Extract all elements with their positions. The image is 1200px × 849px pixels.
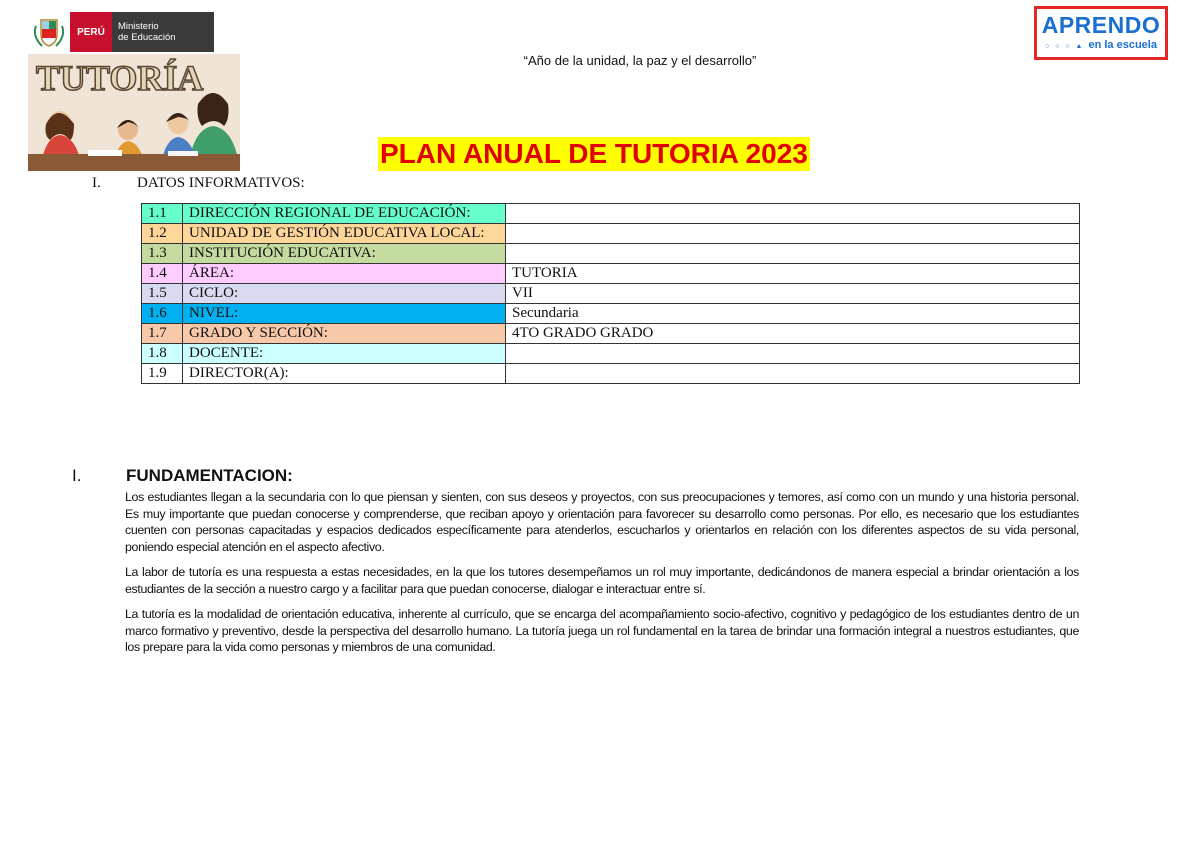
row-value (506, 224, 1080, 244)
row-value (506, 364, 1080, 384)
fundamentacion-paragraph: La labor de tutoría es una respuesta a estas necesidades, en la que los tutores desempeñamos un rol muy importante, dedicándonos de manera especial a brindar orientación a los estudiantes de la sección a nuestro cargo y a facilitar para que puedan conocerse, dialogar e interactuar entre sí. (125, 565, 1079, 596)
row-value: Secundaria (506, 304, 1080, 324)
plan-title: PLAN ANUAL DE TUTORIA 2023 (380, 138, 808, 169)
row-value: TUTORIA (506, 264, 1080, 284)
row-label: DOCENTE: (183, 344, 506, 364)
fundamentacion-title: FUNDAMENTACION: (126, 466, 293, 485)
row-label: GRADO Y SECCIÓN: (183, 324, 506, 344)
minedu-logo (28, 12, 214, 52)
row-number: 1.5 (142, 284, 183, 304)
row-label: UNIDAD DE GESTIÓN EDUCATIVA LOCAL: (183, 224, 506, 244)
row-value (506, 244, 1080, 264)
minedu-name-line2: de Educación (118, 32, 176, 43)
fundamentacion-body (125, 489, 1079, 665)
row-value: 4TO GRADO GRADO (506, 324, 1080, 344)
table-row (142, 224, 1080, 244)
minedu-name (112, 12, 214, 52)
info-table (141, 203, 1080, 384)
row-label: DIRECCIÓN REGIONAL DE EDUCACIÓN: (183, 204, 506, 224)
row-value: VII (506, 284, 1080, 304)
datos-title: DATOS INFORMATIVOS: (137, 175, 305, 191)
peru-label: PERÚ (70, 12, 112, 52)
table-row (142, 284, 1080, 304)
row-number: 1.1 (142, 204, 183, 224)
aprendo-subtitle: en la escuela (1088, 39, 1157, 51)
row-label: DIRECTOR(A): (183, 364, 506, 384)
minedu-name-line1: Ministerio (118, 21, 159, 32)
table-row (142, 324, 1080, 344)
row-number: 1.4 (142, 264, 183, 284)
datos-number: I. (92, 175, 101, 191)
row-label: CICLO: (183, 284, 506, 304)
aprendo-title: APRENDO (1041, 12, 1161, 38)
peru-shield-icon (28, 12, 70, 52)
table-row (142, 364, 1080, 384)
table-row (142, 264, 1080, 284)
row-value (506, 204, 1080, 224)
fundamentacion-paragraph: La tutoría es la modalidad de orientación educativa, inherente al currículo, que se encarga del acompañamiento socio-afectivo, cognitivo y pedagógico de los estudiantes dentro de un marco formativo y preventivo, desde la perspectiva del desarrollo humano. La tutoría juega un rol fundamental en la tarea de brindar una formación integral a nuestros estudiantes, que los prepare para la vida como personas y miembros de una comunidad. (125, 607, 1079, 654)
table-row (142, 344, 1080, 364)
row-number: 1.6 (142, 304, 183, 324)
row-number: 1.2 (142, 224, 183, 244)
colored-dots-icon: ○ ○ ○ ▲ (1045, 43, 1085, 50)
aprendo-logo (1034, 6, 1168, 60)
table-row (142, 304, 1080, 324)
tutoria-banner-text: TUTORÍA (36, 58, 204, 98)
datos-heading (92, 175, 305, 192)
fundamentacion-heading (72, 466, 293, 486)
row-number: 1.9 (142, 364, 183, 384)
row-value (506, 344, 1080, 364)
row-label: NIVEL: (183, 304, 506, 324)
year-motto: “Año de la unidad, la paz y el desarrollo” (523, 53, 757, 68)
fundamentacion-paragraph: Los estudiantes llegan a la secundaria con lo que piensan y sienten, con sus deseos y proyectos, con sus preocupaciones y temores, así como con un mundo y una historia personal. Es muy importante que puedan conocerse y comprenderse, que reciban apoyo y orientación para favorecer su desarrollo como personas. Por ello, es necesario que los estudiantes cuenten con personas capacitadas y espacios dedicados específicamente para atenderlos, escucharlos y orientarlos en relación con los diferentes aspectos de su vida personal, poniendo especial atención en el aspecto afectivo. (125, 490, 1079, 554)
tutoria-illustration (28, 54, 240, 171)
row-number: 1.7 (142, 324, 183, 344)
table-row (142, 204, 1080, 224)
row-label: INSTITUCIÓN EDUCATIVA: (183, 244, 506, 264)
aprendo-subtitle-row (1037, 38, 1165, 54)
fundamentacion-number: I. (72, 466, 82, 485)
row-number: 1.8 (142, 344, 183, 364)
row-number: 1.3 (142, 244, 183, 264)
table-row (142, 244, 1080, 264)
row-label: ÁREA: (183, 264, 506, 284)
